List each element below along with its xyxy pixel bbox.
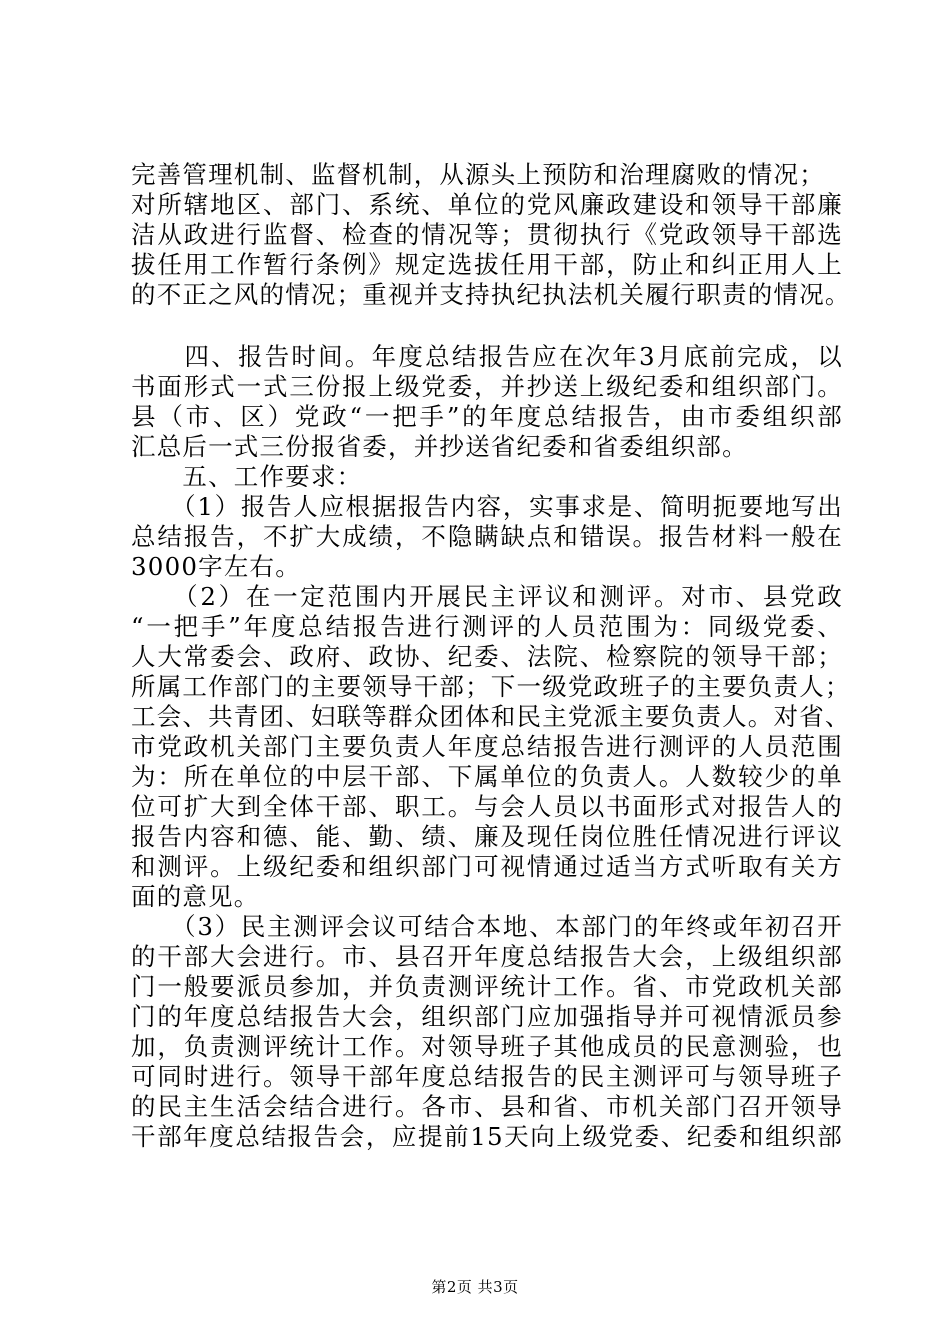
- text-line: 所属工作部门的主要领导干部；下一级党政班子的主要负责人；: [131, 672, 851, 701]
- text-line: 干部年度总结报告会，应提前15天向上级党委、纪委和组织部: [131, 1122, 843, 1151]
- text-line: 五、工作要求：: [131, 462, 363, 491]
- text-line: 拔任用工作暂行条例》规定选拔任用干部，防止和纠正用人上: [131, 250, 843, 279]
- text-line: （1）报告人应根据报告内容，实事求是、简明扼要地写出: [131, 492, 843, 521]
- text-line: 完善管理机制、监督机制，从源头上预防和治理腐败的情况；: [131, 160, 825, 189]
- page-number-footer: 第2页 共3页: [431, 1278, 519, 1296]
- text-line: 3000字左右。: [131, 552, 301, 581]
- text-line: 为：所在单位的中层干部、下属单位的负责人。人数较少的单: [131, 762, 843, 791]
- text-line: 工会、共青团、妇联等群众团体和民主党派主要负责人。对省、: [131, 702, 851, 731]
- text-line: 县（市、区）党政“一把手”的年度总结报告，由市委组织部: [131, 402, 843, 431]
- text-line: 四、报告时间。年度总结报告应在次年3月底前完成，以: [131, 342, 843, 371]
- text-line: “一把手”年度总结报告进行测评的人员范围为：同级党委、: [131, 612, 843, 641]
- text-line: 的民主生活会结合进行。各市、县和省、市机关部门召开领导: [131, 1092, 843, 1121]
- text-line: 对所辖地区、部门、系统、单位的党风廉政建设和领导干部廉: [131, 190, 843, 219]
- text-line: （3）民主测评会议可结合本地、本部门的年终或年初召开: [131, 912, 843, 941]
- text-line: 和测评。上级纪委和组织部门可视情通过适当方式听取有关方: [131, 852, 843, 881]
- text-line: 总结报告，不扩大成绩，不隐瞒缺点和错误。报告材料一般在: [131, 522, 843, 551]
- text-line: 书面形式一式三份报上级党委，并抄送上级纪委和组织部门。: [131, 372, 843, 401]
- paragraph-block-1: [131, 160, 851, 310]
- text-line: 加，负责测评统计工作。对领导班子其他成员的民意测验，也: [131, 1032, 843, 1061]
- text-line: 可同时进行。领导干部年度总结报告的民主测评可与领导班子: [131, 1062, 843, 1091]
- text-line: 报告内容和德、能、勤、绩、廉及现任岗位胜任情况进行评议: [131, 822, 843, 851]
- paragraph-gap: [131, 310, 843, 342]
- text-line: 位可扩大到全体干部、职工。与会人员以书面形式对报告人的: [131, 792, 843, 821]
- paragraph-block-2: [131, 342, 851, 1152]
- text-line: 洁从政进行监督、检查的情况等；贯彻执行《党政领导干部选: [131, 220, 843, 249]
- text-line: 的不正之风的情况；重视并支持执纪执法机关履行职责的情况。: [131, 280, 851, 309]
- text-line: 的干部大会进行。市、县召开年度总结报告大会，上级组织部: [131, 942, 843, 971]
- text-line: 面的意见。: [131, 882, 260, 911]
- text-line: 市党政机关部门主要负责人年度总结报告进行测评的人员范围: [131, 732, 843, 761]
- text-line: 门的年度总结报告大会，组织部门应加强指导并可视情派员参: [131, 1002, 843, 1031]
- text-line: 汇总后一式三份报省委，并抄送省纪委和省委组织部。: [131, 432, 748, 461]
- document-body: [131, 160, 851, 1152]
- text-line: （2）在一定范围内开展民主评议和测评。对市、县党政: [131, 582, 843, 611]
- text-line: 门一般要派员参加，并负责测评统计工作。省、市党政机关部: [131, 972, 843, 1001]
- text-line: 人大常委会、政府、政协、纪委、法院、检察院的领导干部；: [131, 642, 843, 671]
